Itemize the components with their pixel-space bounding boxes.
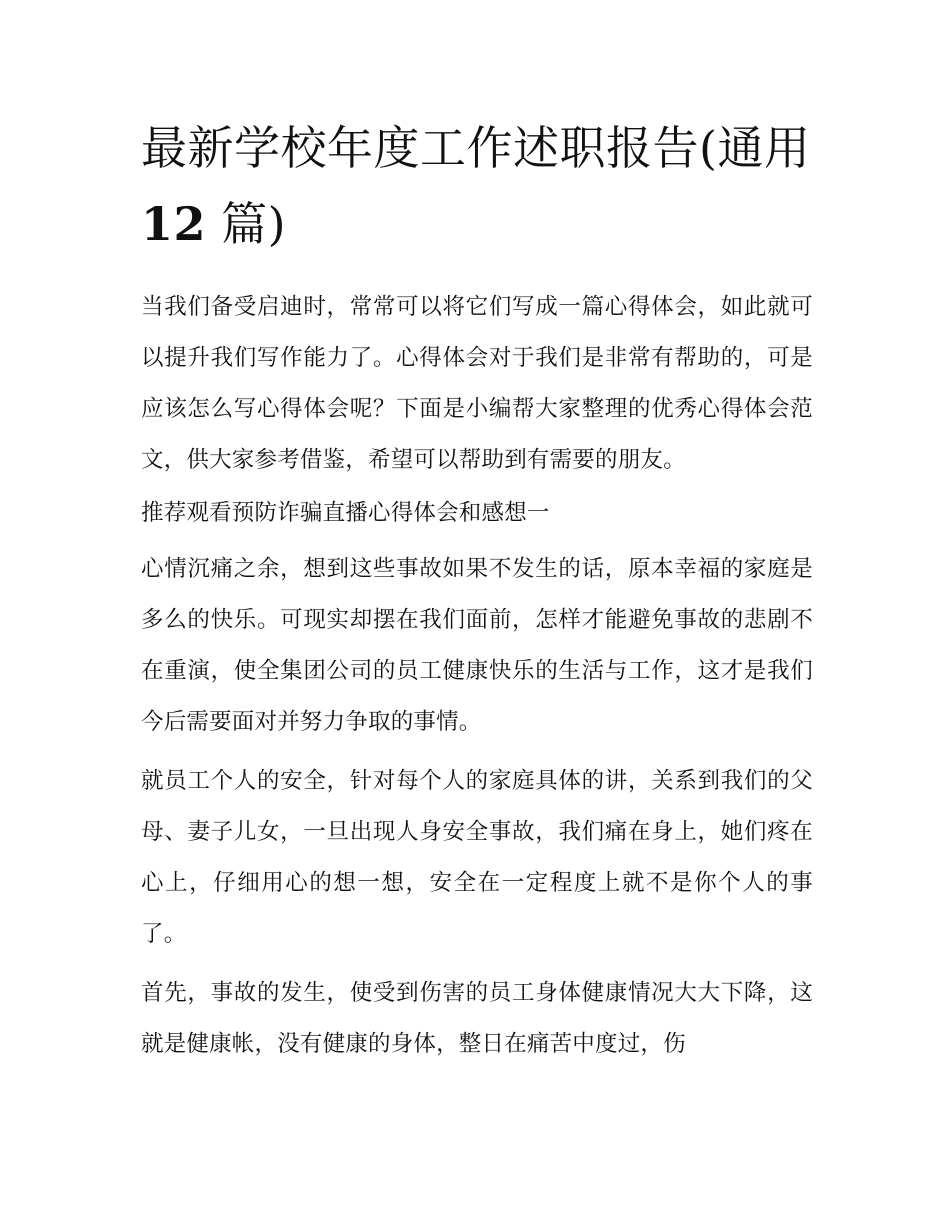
body-paragraph-1: 心情沉痛之余，想到这些事故如果不发生的话，原本幸福的家庭是多么的快乐。可现实却摆在我们面前，怎样才能避免事故的悲剧不在重演，使全集团公司的员工健康快乐的生活与工作，这才是我们今后需要面对并努力争取的事情。 [141,556,813,735]
document-page [141,110,813,1078]
title-number: 12 [141,197,207,251]
title-text-part1: 最新学校年度工作述职报告(通用 [141,121,811,175]
document-title [141,110,813,262]
section-heading: 推荐观看预防诈骗直播心得体会和感想一 [141,500,550,526]
title-text-part2: 篇) [221,197,287,251]
body-paragraph-3: 首先，事故的发生，使受到伤害的员工身体健康情况大大下降，这就是健康帐，没有健康的身体，整日在痛苦中度过，伤 [141,980,813,1057]
body-paragraph-2: 就员工个人的安全，针对每个人的家庭具体的讲，关系到我们的父母、妻子儿女，一旦出现人身安全事故，我们痛在身上，她们疼在心上，仔细用心的想一想，安全在一定程度上就不是你个人的事了。 [141,768,813,947]
document-body [141,282,813,1070]
intro-paragraph: 当我们备受启迪时，常常可以将它们写成一篇心得体会，如此就可以提升我们写作能力了。心得体会对于我们是非常有帮助的，可是应该怎么写心得体会呢？下面是小编帮大家整理的优秀心得体会范文，供大家参考借鉴，希望可以帮助到有需要的朋友。 [141,294,813,473]
